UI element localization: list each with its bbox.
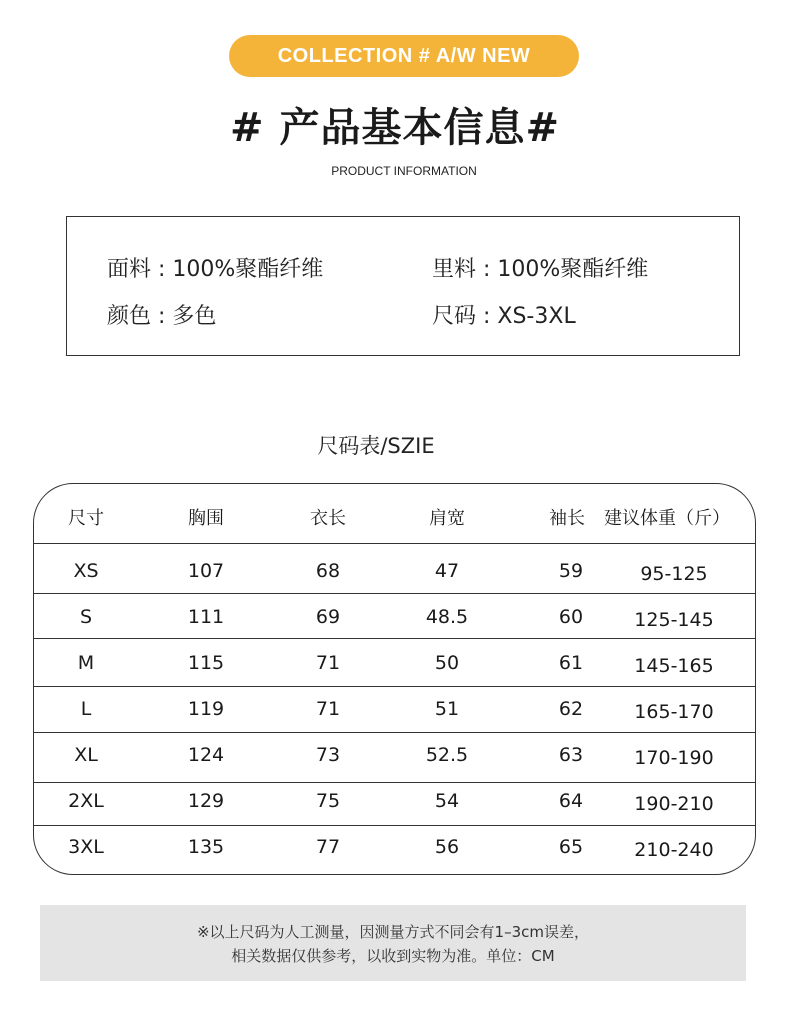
page-subtitle: PRODUCT INFORMATION xyxy=(331,164,477,178)
cell-weight: 125-145 xyxy=(634,609,714,631)
cell-chest: 124 xyxy=(187,744,225,766)
row-divider xyxy=(34,782,755,783)
cell-weight: 170-190 xyxy=(634,747,714,769)
row-divider xyxy=(34,593,755,594)
size-info: 尺码 : XS-3XL xyxy=(432,304,576,329)
cell-chest: 119 xyxy=(187,698,225,720)
cell-weight: 95-125 xyxy=(640,563,708,585)
cell-shoulder: 47 xyxy=(434,560,460,582)
cell-shoulder: 54 xyxy=(434,790,460,812)
color-info: 颜色 : 多色 xyxy=(107,304,217,329)
collection-badge: COLLECTION # A/W NEW xyxy=(229,35,579,77)
cell-size: M xyxy=(77,652,95,674)
cell-weight: 210-240 xyxy=(634,839,714,861)
cell-length: 69 xyxy=(315,606,341,628)
cell-chest: 115 xyxy=(187,652,225,674)
cell-weight: 190-210 xyxy=(634,793,714,815)
cell-weight: 145-165 xyxy=(634,655,714,677)
cell-shoulder: 52.5 xyxy=(425,744,469,766)
cell-size: XL xyxy=(74,744,98,766)
header-sleeve: 袖长 xyxy=(549,508,585,529)
cell-length: 68 xyxy=(315,560,341,582)
cell-shoulder: 51 xyxy=(434,698,460,720)
cell-shoulder: 56 xyxy=(434,836,460,858)
lining-info: 里料 : 100%聚酯纤维 xyxy=(432,257,649,282)
cell-length: 75 xyxy=(315,790,341,812)
cell-size: 3XL xyxy=(68,836,104,858)
note-line-2: 相关数据仅供参考，以收到实物为准。单位：CM xyxy=(231,947,555,965)
cell-chest: 135 xyxy=(187,836,225,858)
header-size: 尺寸 xyxy=(68,508,104,529)
row-divider xyxy=(34,543,755,544)
header-shoulder: 肩宽 xyxy=(429,508,465,529)
cell-size: L xyxy=(80,698,92,720)
header-length: 衣长 xyxy=(310,508,346,529)
page-title: # 产品基本信息# xyxy=(230,105,560,151)
cell-sleeve: 63 xyxy=(558,744,584,766)
cell-sleeve: 62 xyxy=(558,698,584,720)
row-divider xyxy=(34,825,755,826)
cell-sleeve: 61 xyxy=(558,652,584,674)
cell-chest: 107 xyxy=(187,560,225,582)
cell-sleeve: 59 xyxy=(558,560,584,582)
cell-length: 71 xyxy=(315,698,341,720)
cell-shoulder: 50 xyxy=(434,652,460,674)
row-divider xyxy=(34,686,755,687)
cell-length: 77 xyxy=(315,836,341,858)
cell-shoulder: 48.5 xyxy=(425,606,469,628)
row-divider xyxy=(34,638,755,639)
header-chest: 胸围 xyxy=(188,508,224,529)
note-line-1: ※以上尺码为人工测量，因测量方式不同会有1–3cm误差， xyxy=(196,923,590,941)
header-weight: 建议体重（斤） xyxy=(604,508,730,529)
fabric-info: 面料 : 100%聚酯纤维 xyxy=(107,257,324,282)
cell-size: 2XL xyxy=(68,790,104,812)
disclaimer-note xyxy=(40,905,746,981)
cell-chest: 129 xyxy=(187,790,225,812)
cell-length: 71 xyxy=(315,652,341,674)
product-info-box xyxy=(66,216,740,356)
cell-weight: 165-170 xyxy=(634,701,714,723)
size-table xyxy=(33,483,756,875)
cell-sleeve: 60 xyxy=(558,606,584,628)
cell-chest: 111 xyxy=(187,606,225,628)
row-divider xyxy=(34,732,755,733)
cell-sleeve: 64 xyxy=(558,790,584,812)
cell-length: 73 xyxy=(315,744,341,766)
cell-sleeve: 65 xyxy=(558,836,584,858)
size-table-title: 尺码表/SZIE xyxy=(317,434,435,458)
cell-size: XS xyxy=(73,560,99,582)
cell-size: S xyxy=(79,606,93,628)
